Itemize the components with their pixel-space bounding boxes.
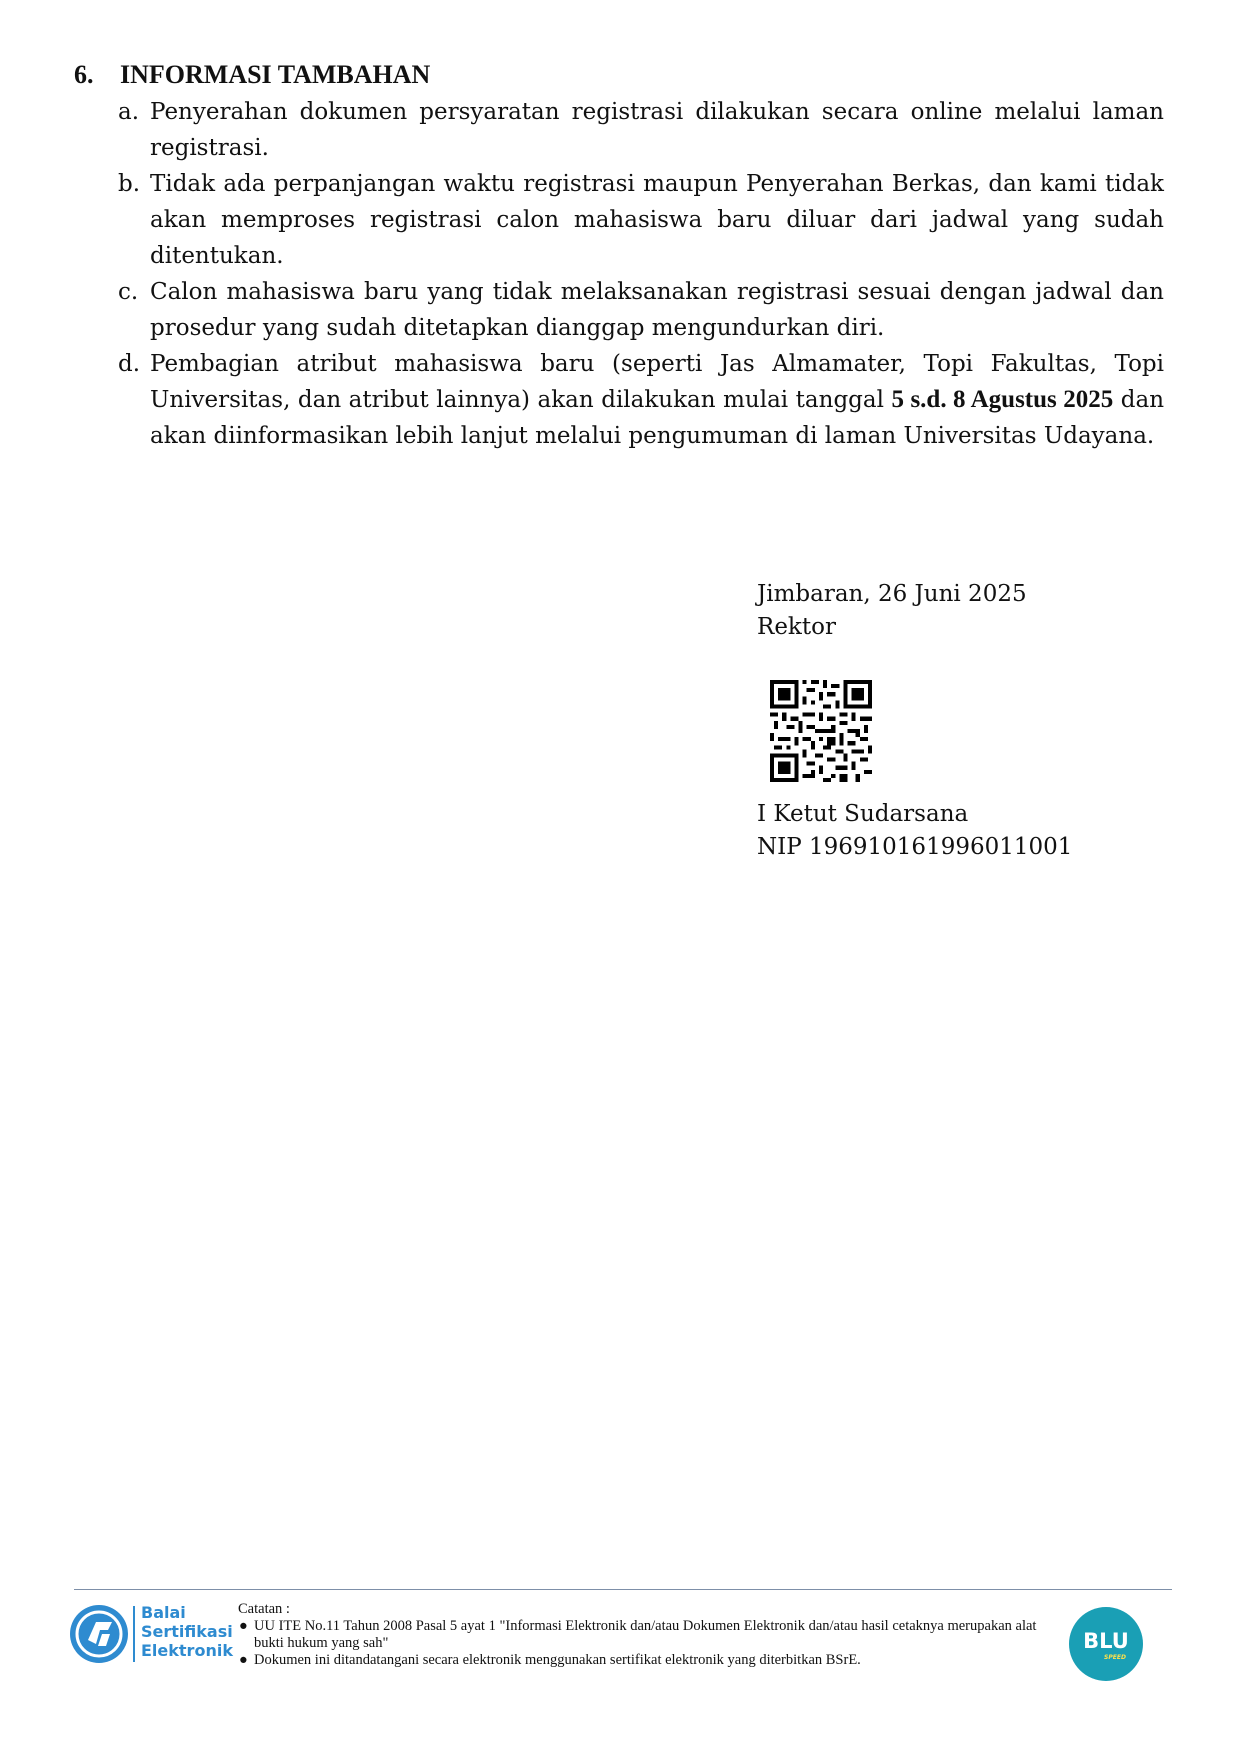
note-list: [238, 1618, 1068, 1669]
list-item: [118, 166, 1164, 274]
section-heading: [74, 60, 430, 90]
list-item: [118, 346, 1164, 454]
list-marker: c.: [118, 279, 139, 305]
blu-logo-sub: SPEED: [1104, 1654, 1126, 1661]
list-marker: a.: [118, 99, 140, 125]
list-text: Penyerahan dokumen persyaratan registrasi dilakukan secara online melalui laman registrasi.: [150, 99, 1164, 161]
distribution-date: 5 s.d. 8 Agustus 2025: [891, 386, 1114, 413]
note-title: Catatan :: [238, 1601, 290, 1617]
note-item: [239, 1618, 1068, 1652]
bsre-logo-text: [141, 1603, 233, 1660]
list-text: Calon mahasiswa baru yang tidak melaksanakan registrasi sesuai dengan jadwal dan prosedur yang sudah ditetapkan dianggap mengundurkan diri.: [150, 279, 1164, 341]
list-text: Tidak ada perpanjangan waktu registrasi maupun Penyerahan Berkas, dan kami tidak akan memproses registrasi calon mahasiswa baru diluar dari jadwal yang sudah ditentukan.: [150, 171, 1164, 269]
signer-name: I Ketut Sudarsana: [757, 801, 969, 827]
signer-block: [757, 798, 1072, 864]
list-marker: b.: [118, 171, 141, 197]
place-date: Jimbaran, 26 Juni 2025: [757, 581, 1027, 607]
bsre-line: Balai: [141, 1603, 186, 1622]
list-item: [118, 94, 1164, 166]
footer-divider: [74, 1589, 1172, 1590]
list-text: [150, 346, 1164, 454]
blu-speed-logo-icon: [1068, 1606, 1144, 1682]
bsre-line: Sertifikasi: [141, 1622, 233, 1641]
list-marker: d.: [118, 351, 141, 377]
qr-code-icon: [770, 680, 872, 782]
list-text-part: Pembagian atribut mahasiswa baru (seperti Jas Almamater, Topi Fakultas, Topi Universitas, dan atribut lainnya) akan dilakukan mulai tanggal: [150, 351, 1164, 413]
signer-position: Rektor: [757, 614, 836, 640]
note-text: UU ITE No.11 Tahun 2008 Pasal 5 ayat 1 "Informasi Elektronik dan/atau Dokumen Elektronik dan/atau hasil cetaknya merupakan alat bukti hukum yang sah": [254, 1618, 1037, 1651]
note-item: [239, 1652, 1068, 1669]
signer-nip: NIP 196910161996011001: [757, 834, 1073, 860]
blu-logo-main: BLU: [1083, 1629, 1129, 1653]
bullet-icon: ●: [239, 1652, 248, 1668]
section-title: INFORMASI TAMBAHAN: [120, 60, 431, 89]
list-item: [118, 274, 1164, 346]
footer-note: [238, 1601, 1068, 1669]
list-text-part: dan akan diinformasikan lebih lanjut melalui pengumuman di laman Universitas Udayana.: [150, 387, 1165, 449]
bullet-icon: ●: [239, 1618, 248, 1634]
bsre-line: Elektronik: [141, 1641, 233, 1660]
signature-block: [757, 578, 1027, 644]
info-list: [118, 94, 1164, 454]
section-number: 6.: [74, 60, 94, 89]
note-text: Dokumen ini ditandatangani secara elektronik menggunakan sertifikat elektronik yang diterbitkan BSrE.: [254, 1652, 861, 1668]
